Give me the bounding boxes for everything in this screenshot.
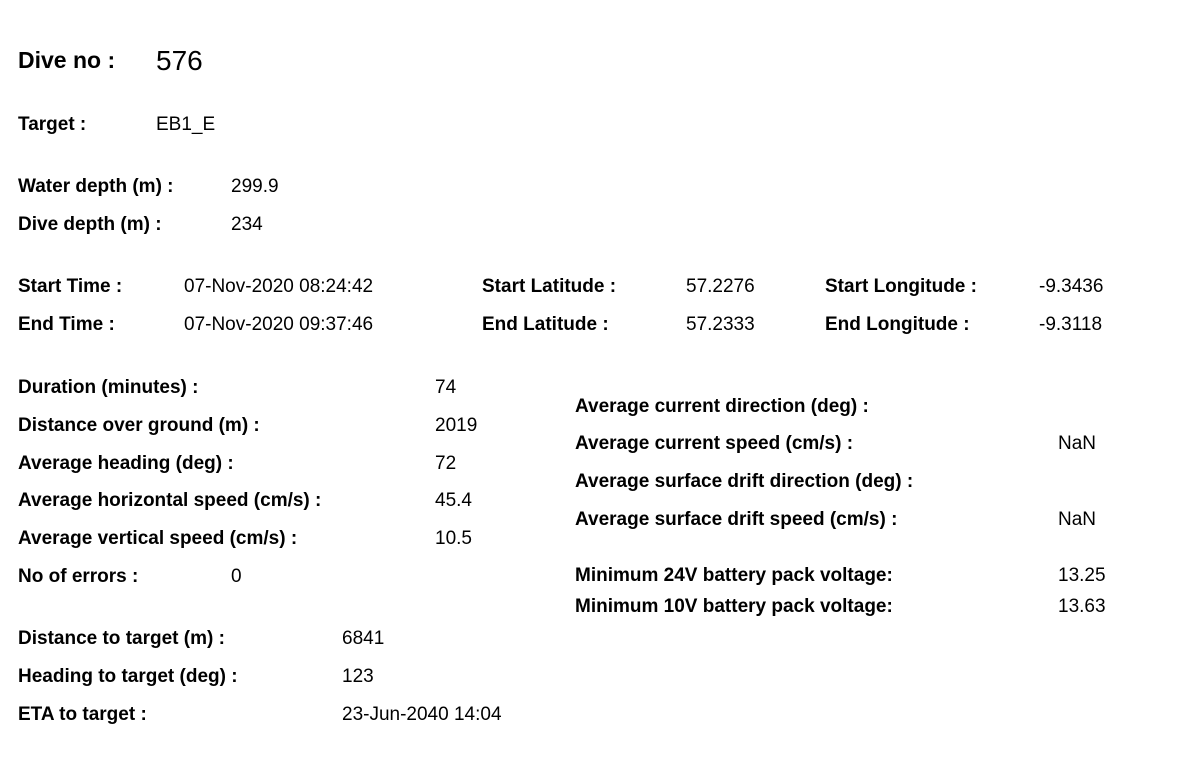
duration-value: 74 <box>435 377 457 398</box>
battery-10v-label: Minimum 10V battery pack voltage: <box>575 596 893 617</box>
start-latitude-value: 57.2276 <box>686 276 755 297</box>
current-speed-label: Average current speed (cm/s) : <box>575 433 854 454</box>
drift-speed-label: Average surface drift speed (cm/s) : <box>575 509 898 530</box>
eta-to-target-label: ETA to target : <box>18 704 147 725</box>
water-depth-value: 299.9 <box>231 176 279 197</box>
end-latitude-label: End Latitude : <box>482 314 609 335</box>
dive-depth-value: 234 <box>231 214 263 235</box>
average-vertical-speed-label: Average vertical speed (cm/s) : <box>18 528 298 549</box>
start-longitude-value: -9.3436 <box>1039 276 1104 297</box>
duration-label: Duration (minutes) : <box>18 377 199 398</box>
heading-to-target-value: 123 <box>342 666 374 687</box>
start-longitude-label: Start Longitude : <box>825 276 977 297</box>
dive-depth-label: Dive depth (m) : <box>18 214 162 235</box>
battery-10v-value: 13.63 <box>1058 596 1106 617</box>
drift-speed-value: NaN <box>1058 509 1097 530</box>
battery-24v-label: Minimum 24V battery pack voltage: <box>575 565 893 586</box>
errors-label: No of errors : <box>18 566 139 587</box>
end-longitude-label: End Longitude : <box>825 314 970 335</box>
target-label: Target : <box>18 114 87 135</box>
average-heading-value: 72 <box>435 453 457 474</box>
end-time-label: End Time : <box>18 314 115 335</box>
eta-to-target-value: 23-Jun-2040 14:04 <box>342 704 502 725</box>
distance-to-target-label: Distance to target (m) : <box>18 628 225 649</box>
average-horizontal-speed-label: Average horizontal speed (cm/s) : <box>18 490 322 511</box>
dive-number-value: 576 <box>156 45 203 76</box>
average-vertical-speed-value: 10.5 <box>435 528 472 549</box>
water-depth-label: Water depth (m) : <box>18 176 174 197</box>
distance-over-ground-value: 2019 <box>435 415 478 436</box>
average-heading-label: Average heading (deg) : <box>18 453 234 474</box>
end-time-value: 07-Nov-2020 09:37:46 <box>184 314 374 335</box>
current-speed-value: NaN <box>1058 433 1097 454</box>
target-value: EB1_E <box>156 114 216 135</box>
current-direction-label: Average current direction (deg) : <box>575 396 869 417</box>
distance-to-target-value: 6841 <box>342 628 385 649</box>
start-time-value: 07-Nov-2020 08:24:42 <box>184 276 374 297</box>
distance-over-ground-label: Distance over ground (m) : <box>18 415 260 436</box>
start-time-label: Start Time : <box>18 276 123 297</box>
errors-value: 0 <box>231 566 242 587</box>
end-latitude-value: 57.2333 <box>686 314 755 335</box>
average-horizontal-speed-value: 45.4 <box>435 490 472 511</box>
heading-to-target-label: Heading to target (deg) : <box>18 666 238 687</box>
drift-direction-label: Average surface drift direction (deg) : <box>575 471 914 492</box>
start-latitude-label: Start Latitude : <box>482 276 617 297</box>
end-longitude-value: -9.3118 <box>1039 314 1103 335</box>
battery-24v-value: 13.25 <box>1058 565 1106 586</box>
dive-number-label: Dive no : <box>18 47 116 73</box>
